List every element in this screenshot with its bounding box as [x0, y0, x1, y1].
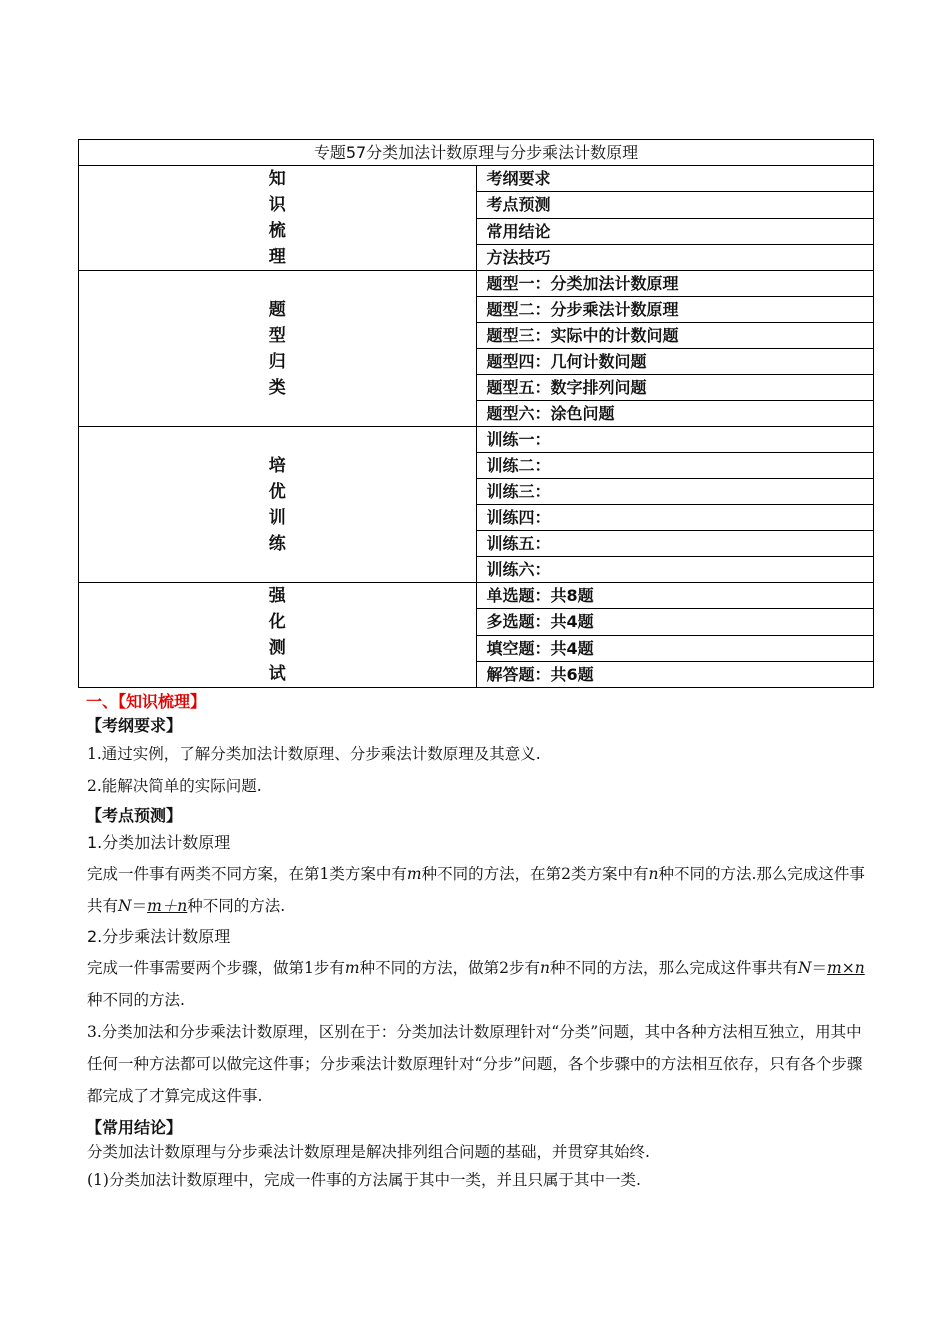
- toc-item[interactable]: 题型五：数字排列问题: [476, 375, 874, 401]
- toc-item[interactable]: 题型四：几何计数问题: [476, 349, 874, 375]
- toc-item[interactable]: 考点预测: [476, 192, 874, 218]
- toc-section-label: 强化测试: [79, 583, 477, 688]
- paragraph-multiplication-principle: 完成一件事需要两个步骤，做第1步有m种不同的方法，做第2步有n种不同的方法，那么完成这件事共有N＝m×n种不同的方法.: [87, 959, 865, 1009]
- toc-item[interactable]: 训练六：: [476, 557, 874, 583]
- formula-product: m×n: [827, 959, 865, 977]
- toc-item[interactable]: 题型二：分步乘法计数原理: [476, 297, 874, 323]
- toc-item[interactable]: 题型六：涂色问题: [476, 401, 874, 427]
- toc-item[interactable]: 多选题：共4题: [476, 609, 874, 635]
- toc-item[interactable]: 训练三：: [476, 479, 874, 505]
- paragraph: 分类加法计数原理与分步乘法计数原理是解决排列组合问题的基础，并贯穿其始终.: [87, 1143, 650, 1161]
- toc-item[interactable]: 训练五：: [476, 531, 874, 557]
- toc-item[interactable]: 题型一：分类加法计数原理: [476, 271, 874, 297]
- subheading-multiplication-principle: 2.分步乘法计数原理: [87, 927, 231, 946]
- toc-item[interactable]: 训练二：: [476, 453, 874, 479]
- paragraph-addition-principle: 完成一件事有两类不同方案，在第1类方案中有m种不同的方法，在第2类方案中有n种不同的方法.那么完成这件事共有N＝m＋n种不同的方法.: [87, 865, 865, 915]
- toc-item[interactable]: 训练四：: [476, 505, 874, 531]
- toc-section-label: 知识梳理: [79, 166, 477, 271]
- toc-item[interactable]: 单选题：共8题: [476, 583, 874, 609]
- toc-item[interactable]: 常用结论: [476, 218, 874, 244]
- toc-section-label: 培优训练: [79, 427, 477, 583]
- toc-item[interactable]: 填空题：共4题: [476, 635, 874, 661]
- section-heading-knowledge: 一、【知识梳理】: [86, 692, 207, 711]
- toc-container: [78, 139, 874, 688]
- paragraph: 2.能解决简单的实际问题.: [87, 777, 262, 795]
- toc-table: [78, 139, 874, 688]
- toc-item[interactable]: 考纲要求: [476, 166, 874, 192]
- subheading-addition-principle: 1.分类加法计数原理: [87, 833, 231, 852]
- toc-item[interactable]: 题型三：实际中的计数问题: [476, 323, 874, 349]
- toc-item[interactable]: 解答题：共6题: [476, 661, 874, 687]
- paragraph: (1)分类加法计数原理中，完成一件事的方法属于其中一类，并且只属于其中一类.: [87, 1171, 641, 1189]
- formula-sum: m＋n: [147, 897, 188, 915]
- toc-item[interactable]: 方法技巧: [476, 244, 874, 270]
- heading-common-conclusions: 【常用结论】: [86, 1118, 183, 1137]
- paragraph: 1.通过实例，了解分类加法计数原理、分步乘法计数原理及其意义.: [87, 745, 541, 763]
- paragraph-difference: 3.分类加法和分步乘法计数原理，区别在于：分类加法计数原理针对“分类”问题，其中各种方法相互独立，用其中任何一种方法都可以做完这件事；分步乘法计数原理针对“分步”问题，各个步骤中的方法相互依存，只有各个步骤都完成了才算完成这件事.: [87, 1023, 863, 1105]
- heading-key-points: 【考点预测】: [86, 806, 183, 825]
- toc-section-label: 题型归类: [79, 271, 477, 427]
- document-title: 专题57分类加法计数原理与分步乘法计数原理: [79, 140, 874, 166]
- heading-syllabus: 【考纲要求】: [86, 716, 183, 735]
- document-body: [78, 690, 874, 1196]
- toc-item[interactable]: 训练一：: [476, 427, 874, 453]
